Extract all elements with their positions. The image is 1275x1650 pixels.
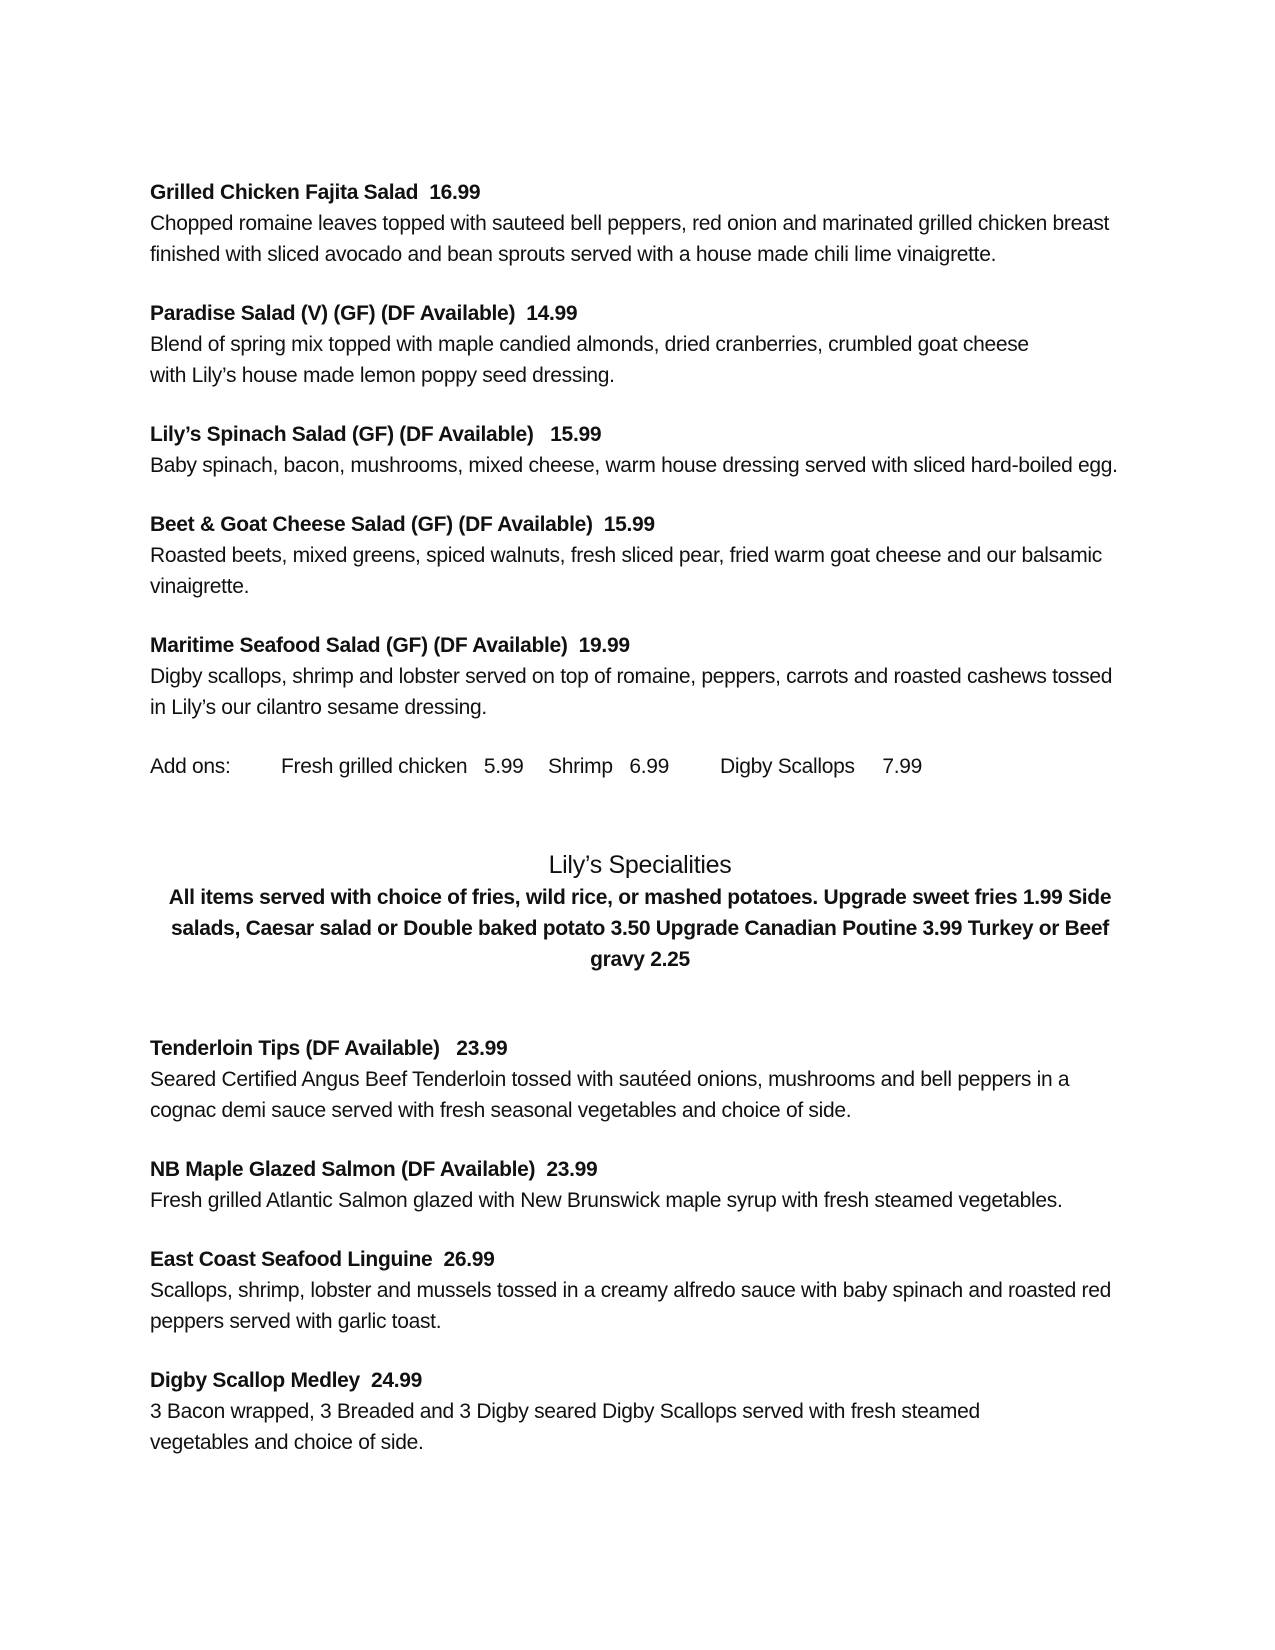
menu-item-description: Scallops, shrimp, lobster and mussels tossed in a creamy alfredo sauce with baby spinach and roasted red peppers served with garlic toast. [150,1279,1111,1333]
menu-item-title: Maritime Seafood Salad (GF) (DF Available) 19.99 [150,634,630,657]
menu-item [150,1366,1130,1458]
section-title: Lily’s Specialities [548,851,732,879]
add-ons-row [150,752,1130,782]
menu-page [150,178,1130,1458]
menu-item-title: NB Maple Glazed Salmon (DF Available) 23.99 [150,1158,598,1181]
menu-item-title: Grilled Chicken Fajita Salad 16.99 [150,181,481,204]
menu-item [150,510,1130,602]
menu-item-description: Blend of spring mix topped with maple candied almonds, dried cranberries, crumbled goat cheese with Lily’s house made lemon poppy seed dressing. [150,333,1029,387]
add-on-scallops: Digby Scallops 7.99 [720,755,923,778]
menu-item-description: 3 Bacon wrapped, 3 Breaded and 3 Digby seared Digby Scallops served with fresh steamed vegetables and choice of side. [150,1400,980,1454]
add-on-shrimp: Shrimp 6.99 [548,755,669,778]
add-ons-label: Add ons: [150,755,231,778]
menu-item-description: Baby spinach, bacon, mushrooms, mixed cheese, warm house dressing served with sliced hard-boiled egg. [150,454,1118,477]
menu-item [150,299,1130,391]
menu-item [150,420,1130,481]
section-note: All items served with choice of fries, wild rice, or mashed potatoes. Upgrade sweet fries 1.99 Side salads, Caesar salad or Double baked potato 3.50 Upgrade Canadian Poutine 3.99 Turkey or Beef gravy 2.25 [168,886,1112,971]
menu-item-title: Tenderloin Tips (DF Available) 23.99 [150,1037,508,1060]
menu-item-title: Paradise Salad (V) (GF) (DF Available) 14.99 [150,302,578,325]
menu-item-title: Lily’s Spinach Salad (GF) (DF Available) 15.99 [150,423,602,446]
specialities-header [150,848,1130,975]
menu-item [150,631,1130,723]
menu-item [150,1155,1130,1216]
menu-item-description: Fresh grilled Atlantic Salmon glazed with New Brunswick maple syrup with fresh steamed vegetables. [150,1189,1063,1212]
menu-item-description: Seared Certified Angus Beef Tenderloin tossed with sautéed onions, mushrooms and bell peppers in a cognac demi sauce served with fresh seasonal vegetables and choice of side. [150,1068,1070,1122]
menu-item-description: Digby scallops, shrimp and lobster served on top of romaine, peppers, carrots and roasted cashews tossed in Lily’s our cilantro sesame dressing. [150,665,1113,719]
menu-item-title: Digby Scallop Medley 24.99 [150,1369,423,1392]
menu-item [150,1245,1130,1337]
menu-item-title: East Coast Seafood Linguine 26.99 [150,1248,495,1271]
menu-item [150,178,1130,270]
menu-item-description: Roasted beets, mixed greens, spiced walnuts, fresh sliced pear, fried warm goat cheese and our balsamic vinaigrette. [150,544,1102,598]
add-on-chicken: Fresh grilled chicken 5.99 [281,755,524,778]
menu-item [150,1034,1130,1126]
menu-item-title: Beet & Goat Cheese Salad (GF) (DF Available) 15.99 [150,513,655,536]
menu-item-description: Chopped romaine leaves topped with sauteed bell peppers, red onion and marinated grilled chicken breast finished with sliced avocado and bean sprouts served with a house made chili lime vinaigrette. [150,212,1110,266]
